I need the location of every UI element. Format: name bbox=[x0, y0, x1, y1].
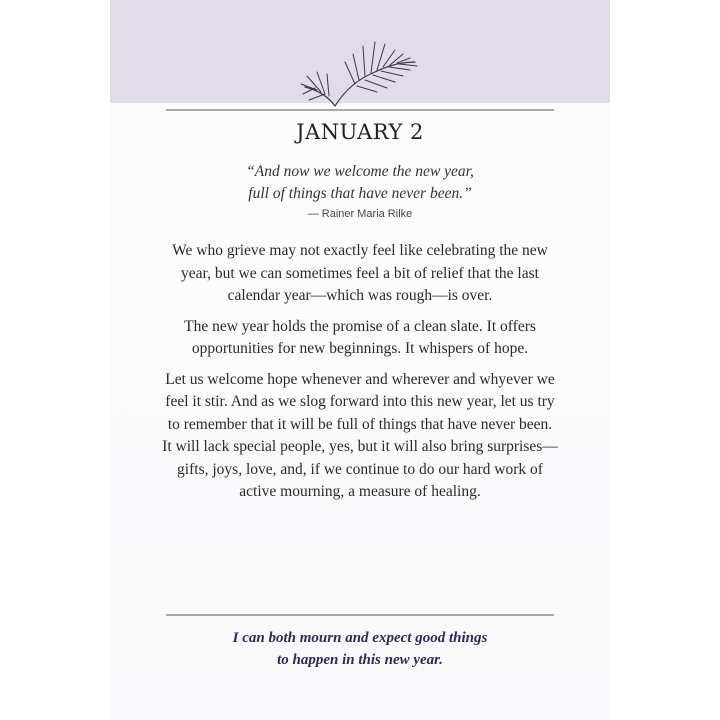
page-title: JANUARY 2 bbox=[296, 120, 424, 144]
top-divider bbox=[166, 109, 554, 111]
paragraph: Let us welcome hope whenever and wherever and whyever we feel it stir. And as we slog forward into this new year, let us try to remember that it will be full of things that have never been. It will lack special people, yes, but it will also bring surprises—gifts, joys, love, and, if we continue to do our hard work of active mourning, a measure of healing. bbox=[162, 370, 558, 500]
paragraph: The new year holds the promise of a clean slate. It offers opportunities for new beginnings. It whispers of hope. bbox=[184, 317, 536, 357]
quote-line: “And now we welcome the new year, bbox=[246, 163, 474, 180]
affirmation-line: I can both mourn and expect good things bbox=[232, 630, 488, 646]
pine-sprig-icon bbox=[295, 32, 425, 108]
header-banner bbox=[110, 0, 610, 103]
epigraph-quote bbox=[110, 161, 610, 205]
book-page bbox=[110, 0, 610, 720]
quote-author: — Rainer Maria Rilke bbox=[307, 208, 413, 220]
body-text bbox=[162, 240, 558, 512]
affirmation-line: to happen in this new year. bbox=[277, 652, 443, 668]
affirmation bbox=[110, 627, 610, 671]
bottom-divider bbox=[166, 614, 554, 616]
quote-line: full of things that have never been.” bbox=[248, 185, 472, 202]
paragraph: We who grieve may not exactly feel like celebrating the new year, but we can sometimes feel a bit of relief that the last calendar year—which was rough—is over. bbox=[172, 242, 548, 304]
